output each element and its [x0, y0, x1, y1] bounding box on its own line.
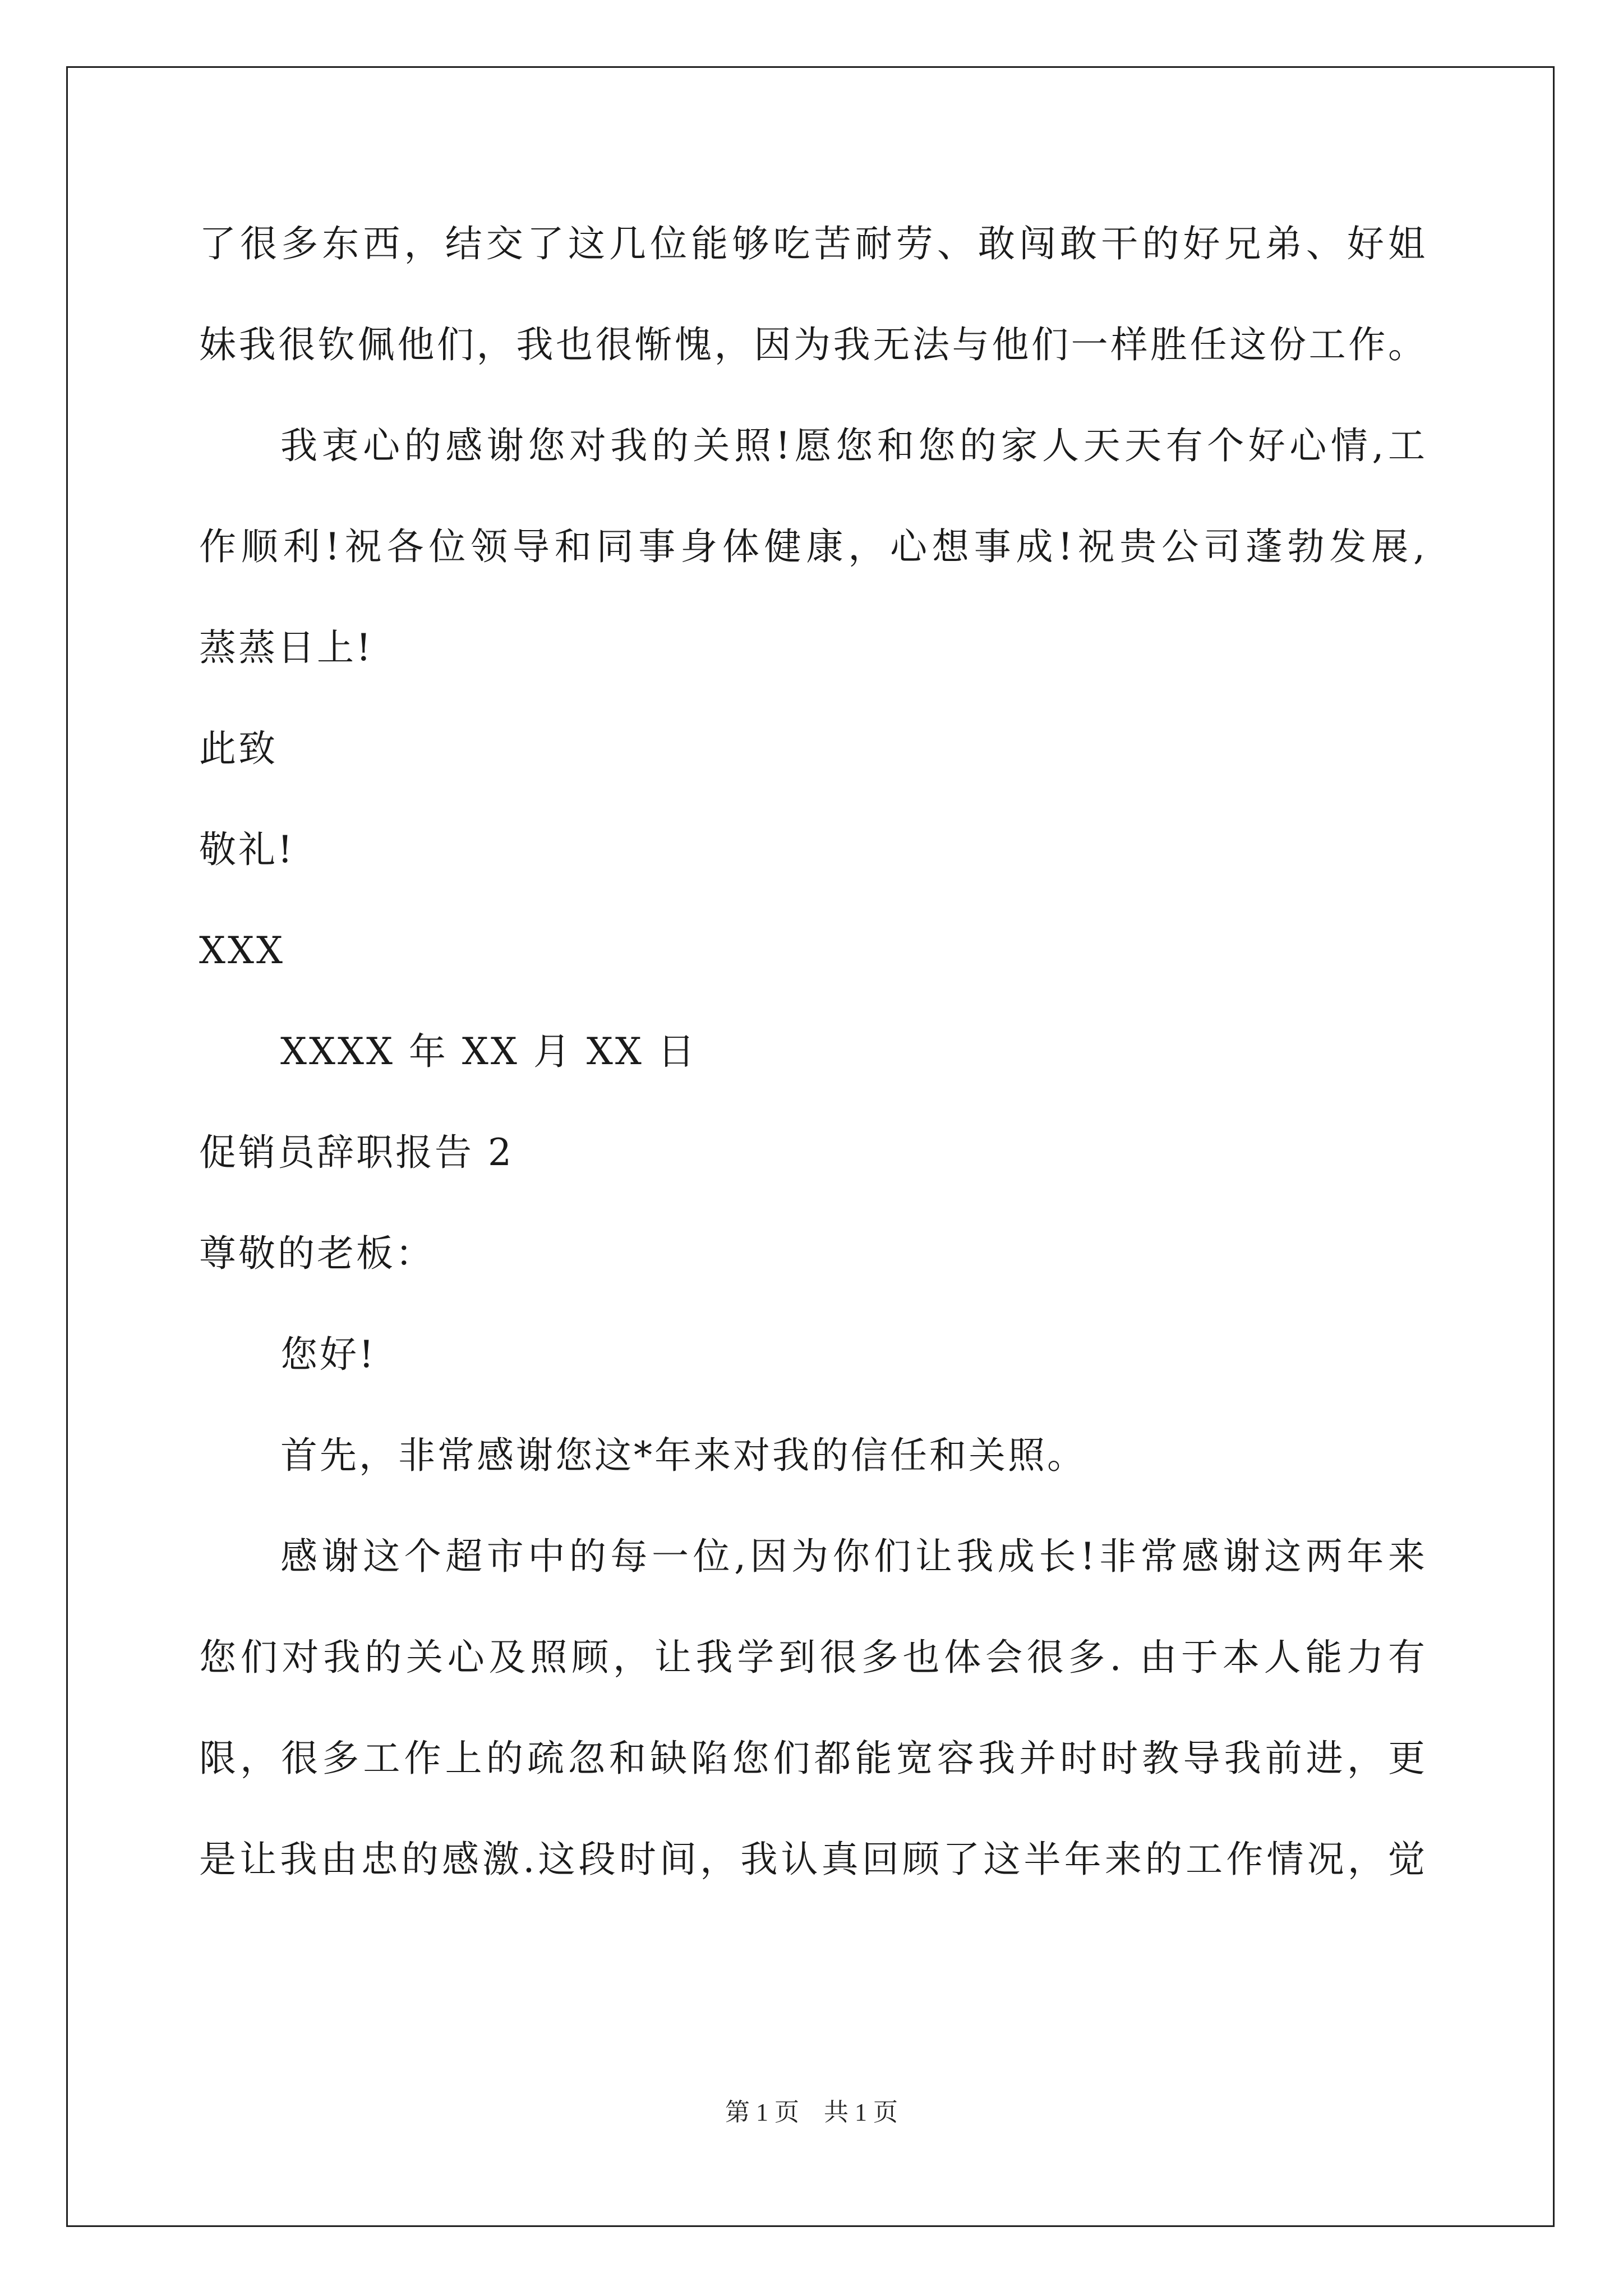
text-line: 限，很多工作上的疏忽和缺陷您们都能宽容我并时时教导我前进，更: [199, 1737, 1427, 1780]
text-line: 作顺利!祝各位领导和同事身体健康，心想事成!祝贵公司蓬勃发展,: [199, 525, 1427, 568]
paragraph-line: 我衷心的感谢您对我的关照!愿您和您的家人天天有个好心情,工: [280, 424, 1427, 467]
text-line: 您们对我的关心及照顾，让我学到很多也体会很多. 由于本人能力有: [199, 1636, 1427, 1679]
text-line: 了很多东西，结交了这几位能够吃苦耐劳、敢闯敢干的好兄弟、好姐: [199, 222, 1427, 265]
page-footer: 第 1 页 共 1 页: [725, 2099, 898, 2126]
signature-name: XXX: [199, 929, 285, 972]
paragraph-line: 您好!: [280, 1333, 376, 1376]
paragraph-line: 首先，非常感谢您这*年来对我的信任和关照。: [280, 1434, 1086, 1477]
text-line: 是让我由忠的感激.这段时间，我认真回顾了这半年来的工作情况，觉: [199, 1838, 1427, 1881]
paragraph-line: 感谢这个超市中的每一位,因为你们让我成长!非常感谢这两年来: [280, 1535, 1427, 1578]
signature-date: XXXX 年 XX 月 XX 日: [280, 1030, 697, 1073]
text-line: 妹我很钦佩他们，我也很惭愧，因为我无法与他们一样胜任这份工作。: [199, 323, 1427, 366]
greeting: 尊敬的老板：: [199, 1232, 435, 1275]
text-line: 蒸蒸日上!: [199, 626, 374, 669]
section-title: 促销员辞职报告 2: [199, 1131, 514, 1174]
closing-salutation: 此致: [199, 727, 278, 770]
closing-regards: 敬礼!: [199, 828, 295, 871]
